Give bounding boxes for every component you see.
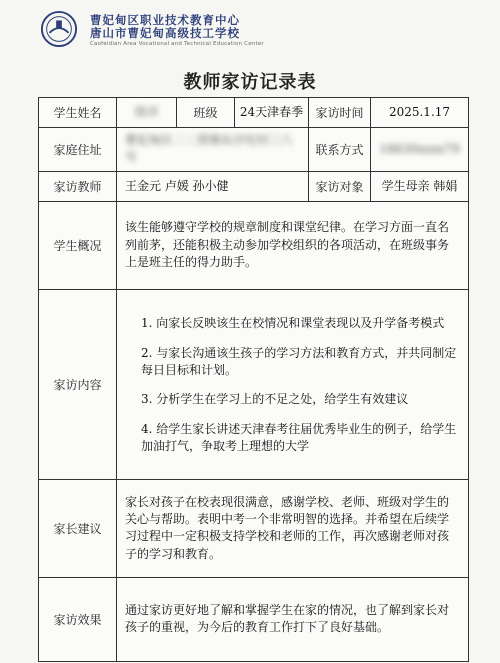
visit-content-item-4: 4. 给学生家长讲述天津春考往届优秀毕业生的例子，给学生加油打气，争取考上理想的大学 bbox=[141, 421, 457, 454]
visit-time-value: 2025.1.17 bbox=[371, 98, 469, 128]
visit-target-value: 学生母亲 韩娟 bbox=[371, 171, 469, 201]
contact-value: 18830xxxx79 bbox=[371, 128, 469, 172]
parent-suggestion-label: 家长建议 bbox=[39, 479, 117, 577]
school-name-english: Caofeidian Area Vocational and Technical Education Center bbox=[90, 41, 264, 47]
visit-content-item-2: 2. 与家长沟通该生孩子的学习方法和教育方式，并共同制定每日目标和计划。 bbox=[141, 345, 457, 377]
school-logo-icon bbox=[40, 10, 78, 48]
visit-target-label: 家访对象 bbox=[309, 171, 371, 201]
row-parent-suggestion bbox=[39, 479, 469, 577]
contact-label: 联系方式 bbox=[309, 128, 371, 172]
school-name-line1: 曹妃甸区职业技术教育中心 bbox=[90, 13, 240, 27]
school-header bbox=[0, 0, 500, 58]
visit-content-item-1: 1. 向家长反映该生在校情况和课堂表现以及升学备考模式 bbox=[141, 316, 445, 331]
visit-content-list bbox=[117, 313, 468, 455]
student-name-label: 学生姓名 bbox=[39, 98, 117, 128]
visit-content-item-3: 3. 分析学生在学习上的不足之处，给学生有效建议 bbox=[141, 392, 409, 407]
row-address bbox=[39, 128, 469, 172]
row-visit-content bbox=[39, 289, 469, 479]
row-overview bbox=[39, 201, 469, 289]
class-label: 班级 bbox=[177, 98, 235, 128]
parent-suggestion-text: 家长对孩子在校表现很满意，感谢学校、老师、班级对学生的关心与帮助。表明中考一个非常明智的选择。并希望在后续学习过程中一定积极支持学校和老师的工作，再次感谢老师对孩子的学习和教育。 bbox=[117, 479, 469, 577]
row-teacher bbox=[39, 171, 469, 201]
student-name-value: 徐洋 bbox=[117, 98, 177, 128]
visit-effect-label: 家访效果 bbox=[39, 577, 117, 661]
teacher-value: 王金元 卢媛 孙小健 bbox=[117, 171, 309, 201]
row-visit-effect bbox=[39, 577, 469, 661]
visit-content-cell bbox=[117, 289, 469, 479]
overview-text: 该生能够遵守学校的规章制度和课堂纪律。在学习方面一直名列前茅，还能积极主动参加学校组织的各项活动，在班级事务上是班主任的得力助手。 bbox=[117, 201, 469, 289]
visit-time-label: 家访时间 bbox=[309, 98, 371, 128]
overview-label: 学生概况 bbox=[39, 201, 117, 289]
visit-record-table bbox=[38, 97, 469, 662]
address-value: 曹妃甸区二二营镇东沙坨村三八号 bbox=[117, 128, 309, 172]
address-label: 家庭住址 bbox=[39, 128, 117, 172]
visit-effect-text: 通过家访更好地了解和掌握学生在家的情况，也了解到家长对孩子的重视，为今后的教育工作打下了良好基础。 bbox=[117, 577, 469, 661]
visit-content-label: 家访内容 bbox=[39, 289, 117, 479]
row-basic-info bbox=[39, 98, 469, 128]
teacher-label: 家访教师 bbox=[39, 171, 117, 201]
school-name-line2: 唐山市曹妃甸高级技工学校 bbox=[90, 26, 240, 40]
page-title: 教师家访记录表 bbox=[183, 72, 317, 93]
class-value: 24天津春季 bbox=[235, 98, 309, 128]
